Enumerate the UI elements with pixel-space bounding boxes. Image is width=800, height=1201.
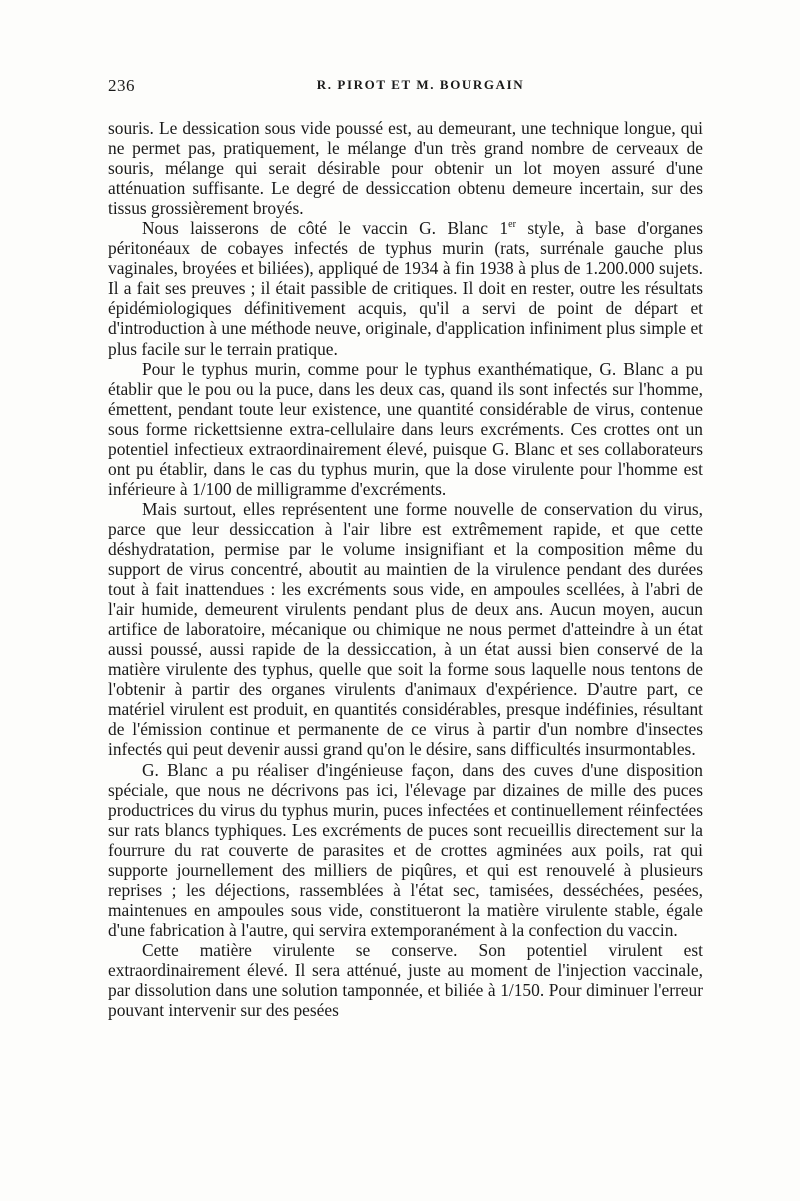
paragraph-6 — [108, 940, 703, 1020]
paragraph-4 — [108, 499, 703, 760]
paragraph-5-text: G. Blanc a pu réaliser d'ingénieuse façon, dans des cuves d'une disposition spéciale, que nous ne décrivons pas ici, l'élevage par dizaines de mille des puces productrices du virus du typhus murin, puces infectées et continuellement réinfectées sur rats blancs typhiques. Les excréments de puces sont recueillis directement sur la fourrure du rat couverte de parasites et de crottes agminées aux poils, rat qui supporte journellement des milliers de piqûres, et qui est renouvelé à plusieurs reprises ; les déjections, rassemblées à l'état sec, tamisées, desséchées, pesées, maintenues en ampoules sous vide, constitueront la matière virulente stable, égale d'une fabrication à l'autre, qui servira extemporanément à la confection du vaccin. — [108, 759, 703, 940]
paragraph-3 — [108, 359, 703, 499]
body-text — [108, 118, 703, 1020]
paragraph-2 — [108, 218, 703, 358]
superscript-er: er — [508, 219, 516, 231]
paragraph-4-text: Mais surtout, elles représentent une forme nouvelle de conservation du virus, parce que leur dessiccation à l'air libre est extrêmement rapide, et que cette déshydratation, permise par le volume insignifiant et la composition même du support de virus concentré, aboutit au maintien de la virulence pendant des durées tout à fait inattendues : les excréments sous vide, en ampoules scellées, à l'abri de l'air humide, demeurent virulents pendant plus de deux ans. Aucun moyen, aucun artifice de laboratoire, mécanique ou chimique ne nous permet d'atteindre à un état aussi poussé, aussi rapide de la dessiccation, à un état aussi bien conservé de la matière virulente des typhus, quelle que soit la forme sous laquelle nous tentons de l'obtenir à partir des organes virulents d'animaux d'expérience. D'autre part, ce matériel virulent est produit, en quantités considérables, presque indéfinies, résultant de l'émission continue et permanente de ce virus à partir d'un nombre d'insectes infectés qui peut devenir aussi grand qu'on le désire, sans difficultés insurmontables. — [108, 498, 703, 760]
paragraph-1 — [108, 118, 703, 218]
running-header — [108, 76, 703, 100]
running-title: R. PIROT ET M. BOURGAIN — [316, 77, 525, 92]
paragraph-2-text-start: Nous laisserons de côté le vaccin G. Blanc 1 — [142, 218, 509, 239]
paragraph-1-text: souris. Le dessication sous vide poussé est, au demeurant, une technique longue, qui ne permet pas, pratiquement, le mélange d'un très grand nombre de cerveaux de souris, mélange qui serait désirable pour obtenir un lot moyen assuré d'une atténuation suffisante. Le degré de dessiccation obtenu demeure incertain, sur des tissus grossièrement broyés. — [108, 118, 703, 219]
page-number: 236 — [108, 76, 135, 95]
paragraph-5 — [108, 760, 703, 940]
paragraph-2-text: style, à base d'organes péritonéaux de cobayes infectés de typhus murin (rats, surrénale gauche plus vaginales, broyées et biliées), appliqué de 1934 à fin 1938 à plus de 1.200.000 sujets. Il a fait ses preuves ; il était passible de critiques. Il doit en rester, outre les résultats épidémiologiques définitivement acquis, qu'il a servi de point de départ et d'introduction à une méthode neuve, originale, d'application infiniment plus simple et plus facile sur le terrain pratique. — [108, 218, 703, 359]
paragraph-3-text: Pour le typhus murin, comme pour le typhus exanthématique, G. Blanc a pu établir que le pou ou la puce, dans les deux cas, quand ils sont infectés sur l'homme, émettent, pendant toute leur existence, une quantité considérable de virus, contenue sous forme rickettsienne extra-cellulaire dans leurs excréments. Ces crottes ont un potentiel infectieux extraordinairement élevé, puisque G. Blanc et ses collaborateurs ont pu établir, dans le cas du typhus murin, que la dose virulente pour l'homme est inférieure à 1/100 de milligramme d'excréments. — [108, 358, 703, 499]
paragraph-6-text: Cette matière virulente se conserve. Son potentiel virulent est extraordinairement élevé. Il sera atténué, juste au moment de l'injection vaccinale, par dissolution dans une solution tamponnée, et biliée à 1/150. Pour diminuer l'erreur pouvant intervenir sur des pesées — [108, 939, 703, 1021]
